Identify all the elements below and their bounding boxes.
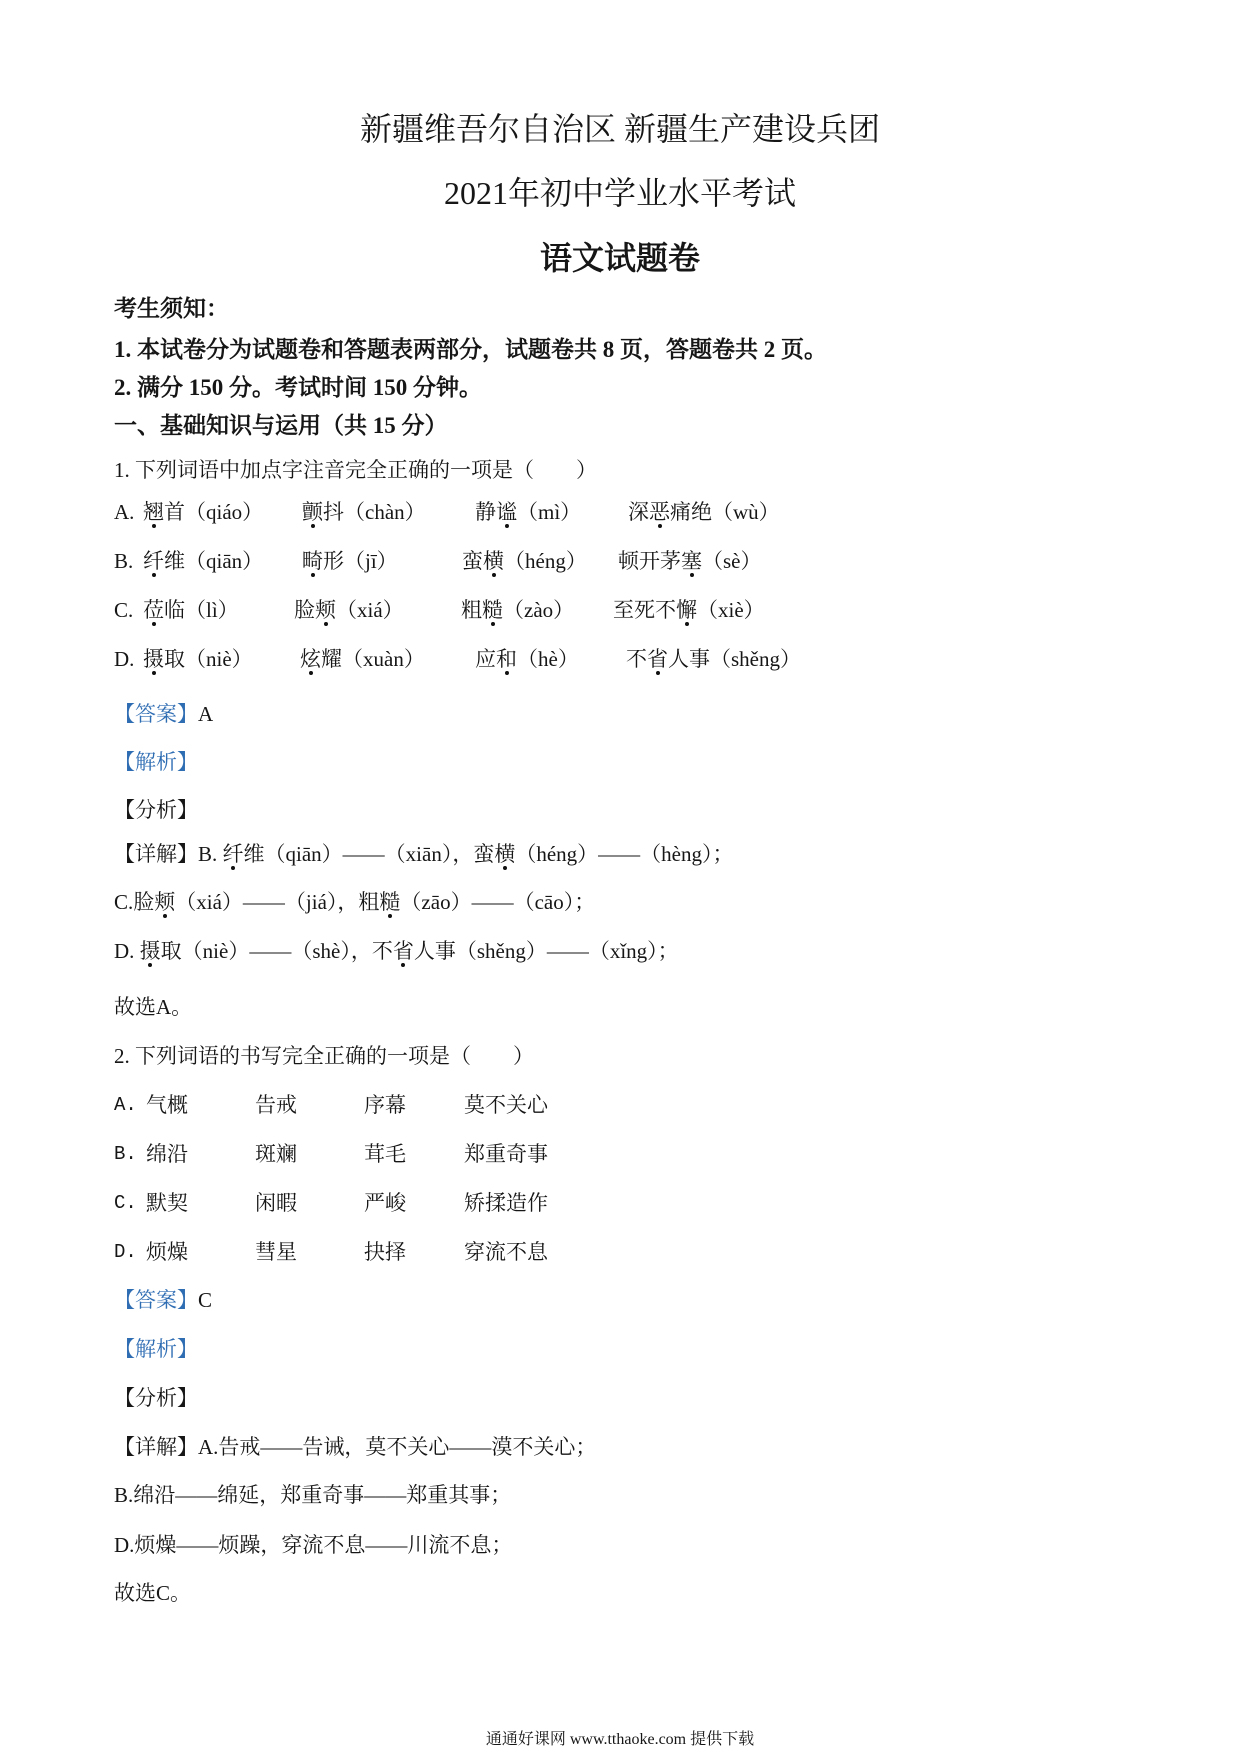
dotted-character: 摄 — [143, 647, 164, 671]
word-part: 痛绝 — [670, 500, 712, 524]
section-heading: 一、基础知识与运用（共 15 分） — [114, 413, 448, 438]
option-word — [143, 595, 239, 625]
detail-text: （zāo）——（cāo）； — [400, 890, 596, 914]
option-word: 莫不关心 — [464, 1093, 548, 1117]
q1-option-b — [0, 546, 1240, 576]
pinyin: （qiān） — [185, 549, 264, 573]
q2-answer — [114, 1285, 212, 1315]
option-word: 绵沿 — [146, 1142, 188, 1166]
q2-detail-line: B.绵沿——绵延，郑重奇事——郑重其事； — [114, 1483, 512, 1507]
q1-stem: 1. 下列词语中加点字注音完全正确的一项是（ ） — [114, 458, 597, 482]
word-part: 不 — [626, 647, 647, 671]
option-word — [462, 546, 587, 576]
dotted-character: 纤 — [222, 842, 244, 866]
dotted-character: 糙 — [482, 598, 503, 622]
pinyin: （shěng） — [710, 647, 801, 671]
q1-answer — [114, 699, 213, 729]
answer-value: A — [198, 702, 214, 726]
pinyin: （wù） — [712, 500, 780, 524]
option-word: 默契 — [146, 1191, 188, 1215]
dotted-character: 颤 — [302, 500, 323, 524]
q2-detail-line: D.烦燥——烦躁，穿流不息——川流不息； — [114, 1533, 513, 1557]
option-word: 斑斓 — [255, 1142, 297, 1166]
pinyin: （lì） — [185, 598, 239, 622]
word-part: 抖 — [323, 500, 344, 524]
option-word: 闲暇 — [255, 1191, 297, 1215]
notice-item-2: 2. 满分 150 分。考试时间 150 分钟。 — [114, 375, 482, 400]
q1-detail-line — [114, 839, 733, 869]
pinyin: （xiá） — [336, 598, 404, 622]
pinyin: （sè） — [702, 549, 762, 573]
option-word: 序幕 — [364, 1093, 406, 1117]
dotted-character: 颊 — [315, 598, 336, 622]
detail-text: D. — [114, 939, 140, 963]
word-part: 维 — [164, 549, 185, 573]
dotted-character: 翘 — [143, 500, 164, 524]
dotted-character: 畸 — [302, 549, 323, 573]
q1-detail-line — [114, 936, 679, 966]
option-word: 严峻 — [364, 1191, 406, 1215]
option-letter: D. — [114, 1241, 137, 1263]
q1-option-d — [0, 644, 1240, 674]
detail-text: 维（qiān）——（xiān），蛮 — [243, 842, 495, 866]
title-exam-name: 2021年初中学业水平考试 — [443, 175, 796, 211]
pinyin: （chàn） — [344, 500, 426, 524]
option-word — [143, 546, 263, 576]
detail-text: （xiá）——（jiá），粗 — [175, 890, 380, 914]
option-letter: A. — [114, 500, 135, 524]
option-word — [475, 497, 581, 527]
detail-text: （héng）——（hèng）； — [515, 842, 734, 866]
dotted-character: 摄 — [139, 939, 161, 963]
option-word: 告戒 — [255, 1093, 297, 1117]
option-word — [294, 595, 404, 625]
option-word — [628, 497, 780, 527]
option-letter: B. — [114, 549, 134, 573]
word-part: 至死不 — [613, 598, 676, 622]
word-part: 深 — [628, 500, 649, 524]
pinyin: （xuàn） — [342, 647, 425, 671]
pinyin: （jī） — [344, 549, 398, 573]
option-word — [613, 595, 765, 625]
word-part: 应 — [475, 647, 496, 671]
option-word: 烦燥 — [146, 1240, 188, 1264]
dotted-character: 糙 — [379, 890, 401, 914]
page-footer: 通通好课网 www.tthaoke.com 提供下载 — [485, 1731, 755, 1748]
dotted-character: 炫 — [300, 647, 321, 671]
answer-value: C — [198, 1288, 213, 1312]
title-subject: 语文试题卷 — [539, 240, 700, 276]
q1-conclusion: 故选A。 — [114, 995, 193, 1019]
dotted-character: 横 — [494, 842, 516, 866]
title-region: 新疆维吾尔自治区 新疆生产建设兵团 — [359, 111, 880, 147]
option-word — [302, 546, 398, 576]
option-word — [475, 644, 579, 674]
option-word: 矫揉造作 — [464, 1191, 548, 1215]
pinyin: （qiáo） — [185, 500, 264, 524]
dotted-character: 省 — [647, 647, 668, 671]
answer-label: 【答案】 — [114, 1288, 198, 1312]
option-word: 茸毛 — [364, 1142, 406, 1166]
notice-heading: 考生须知： — [114, 296, 229, 321]
option-letter: C. — [114, 598, 134, 622]
option-letter: D. — [114, 647, 135, 671]
option-word — [618, 546, 762, 576]
pinyin: （niè） — [185, 647, 253, 671]
option-word: 郑重奇事 — [464, 1142, 548, 1166]
option-letter: C. — [114, 1192, 137, 1214]
word-part: 蛮 — [462, 549, 483, 573]
q2-option-a — [0, 1090, 1240, 1120]
q1-option-c — [0, 595, 1240, 625]
word-part: 取 — [164, 647, 185, 671]
option-word: 穿流不息 — [464, 1240, 548, 1264]
dotted-character: 懈 — [676, 598, 697, 622]
option-word — [143, 644, 253, 674]
pinyin: （hè） — [517, 647, 579, 671]
q2-analysis-label: 【解析】 — [114, 1337, 198, 1361]
word-part: 顿开茅 — [618, 549, 681, 573]
word-part: 人事 — [668, 647, 710, 671]
q1-detail-line — [114, 887, 595, 917]
dotted-character: 省 — [392, 939, 414, 963]
option-word: 彗星 — [255, 1240, 297, 1264]
detail-text: 取（niè）——（shè），不 — [160, 939, 393, 963]
detail-text: 【详解】B. — [114, 842, 223, 866]
option-word — [143, 497, 263, 527]
pinyin: （zào） — [503, 598, 575, 622]
option-word: 抉择 — [364, 1240, 406, 1264]
option-letter: B. — [114, 1143, 137, 1165]
q2-breakdown-label: 【分析】 — [114, 1386, 198, 1410]
pinyin: （mì） — [517, 500, 582, 524]
q1-breakdown-label: 【分析】 — [114, 798, 198, 822]
detail-text: 人事（shěng）——（xǐng）； — [413, 939, 679, 963]
q2-conclusion: 故选C。 — [114, 1581, 192, 1605]
word-part: 耀 — [321, 647, 342, 671]
dotted-character: 恶 — [649, 500, 670, 524]
option-word — [300, 644, 425, 674]
option-word — [626, 644, 801, 674]
option-letter: A. — [114, 1094, 137, 1116]
option-word — [302, 497, 426, 527]
dotted-character: 横 — [483, 549, 504, 573]
detail-text: C.脸 — [114, 890, 155, 914]
q2-detail-line: 【详解】A.告戒——告诫，莫不关心——漠不关心； — [114, 1435, 597, 1459]
q2-option-b — [0, 1139, 1240, 1169]
word-part: 静 — [475, 500, 496, 524]
q2-option-d — [0, 1237, 1240, 1267]
pinyin: （héng） — [504, 549, 587, 573]
word-part: 临 — [164, 598, 185, 622]
option-word: 气概 — [146, 1093, 188, 1117]
pinyin: （xiè） — [697, 598, 765, 622]
option-word — [461, 595, 574, 625]
word-part: 首 — [164, 500, 185, 524]
dotted-character: 和 — [496, 647, 517, 671]
answer-label: 【答案】 — [114, 702, 198, 726]
word-part: 脸 — [294, 598, 315, 622]
q1-option-a — [0, 497, 1240, 527]
word-part: 粗 — [461, 598, 482, 622]
dotted-character: 颊 — [154, 890, 176, 914]
q2-option-c — [0, 1188, 1240, 1218]
dotted-character: 莅 — [143, 598, 164, 622]
word-part: 形 — [323, 549, 344, 573]
dotted-character: 谧 — [496, 500, 517, 524]
dotted-character: 纤 — [143, 549, 164, 573]
q2-stem: 2. 下列词语的书写完全正确的一项是（ ） — [114, 1044, 534, 1068]
dotted-character: 塞 — [681, 549, 702, 573]
q1-analysis-label: 【解析】 — [114, 750, 198, 774]
notice-item-1: 1. 本试卷分为试题卷和答题表两部分，试题卷共 8 页，答题卷共 2 页。 — [114, 337, 827, 362]
